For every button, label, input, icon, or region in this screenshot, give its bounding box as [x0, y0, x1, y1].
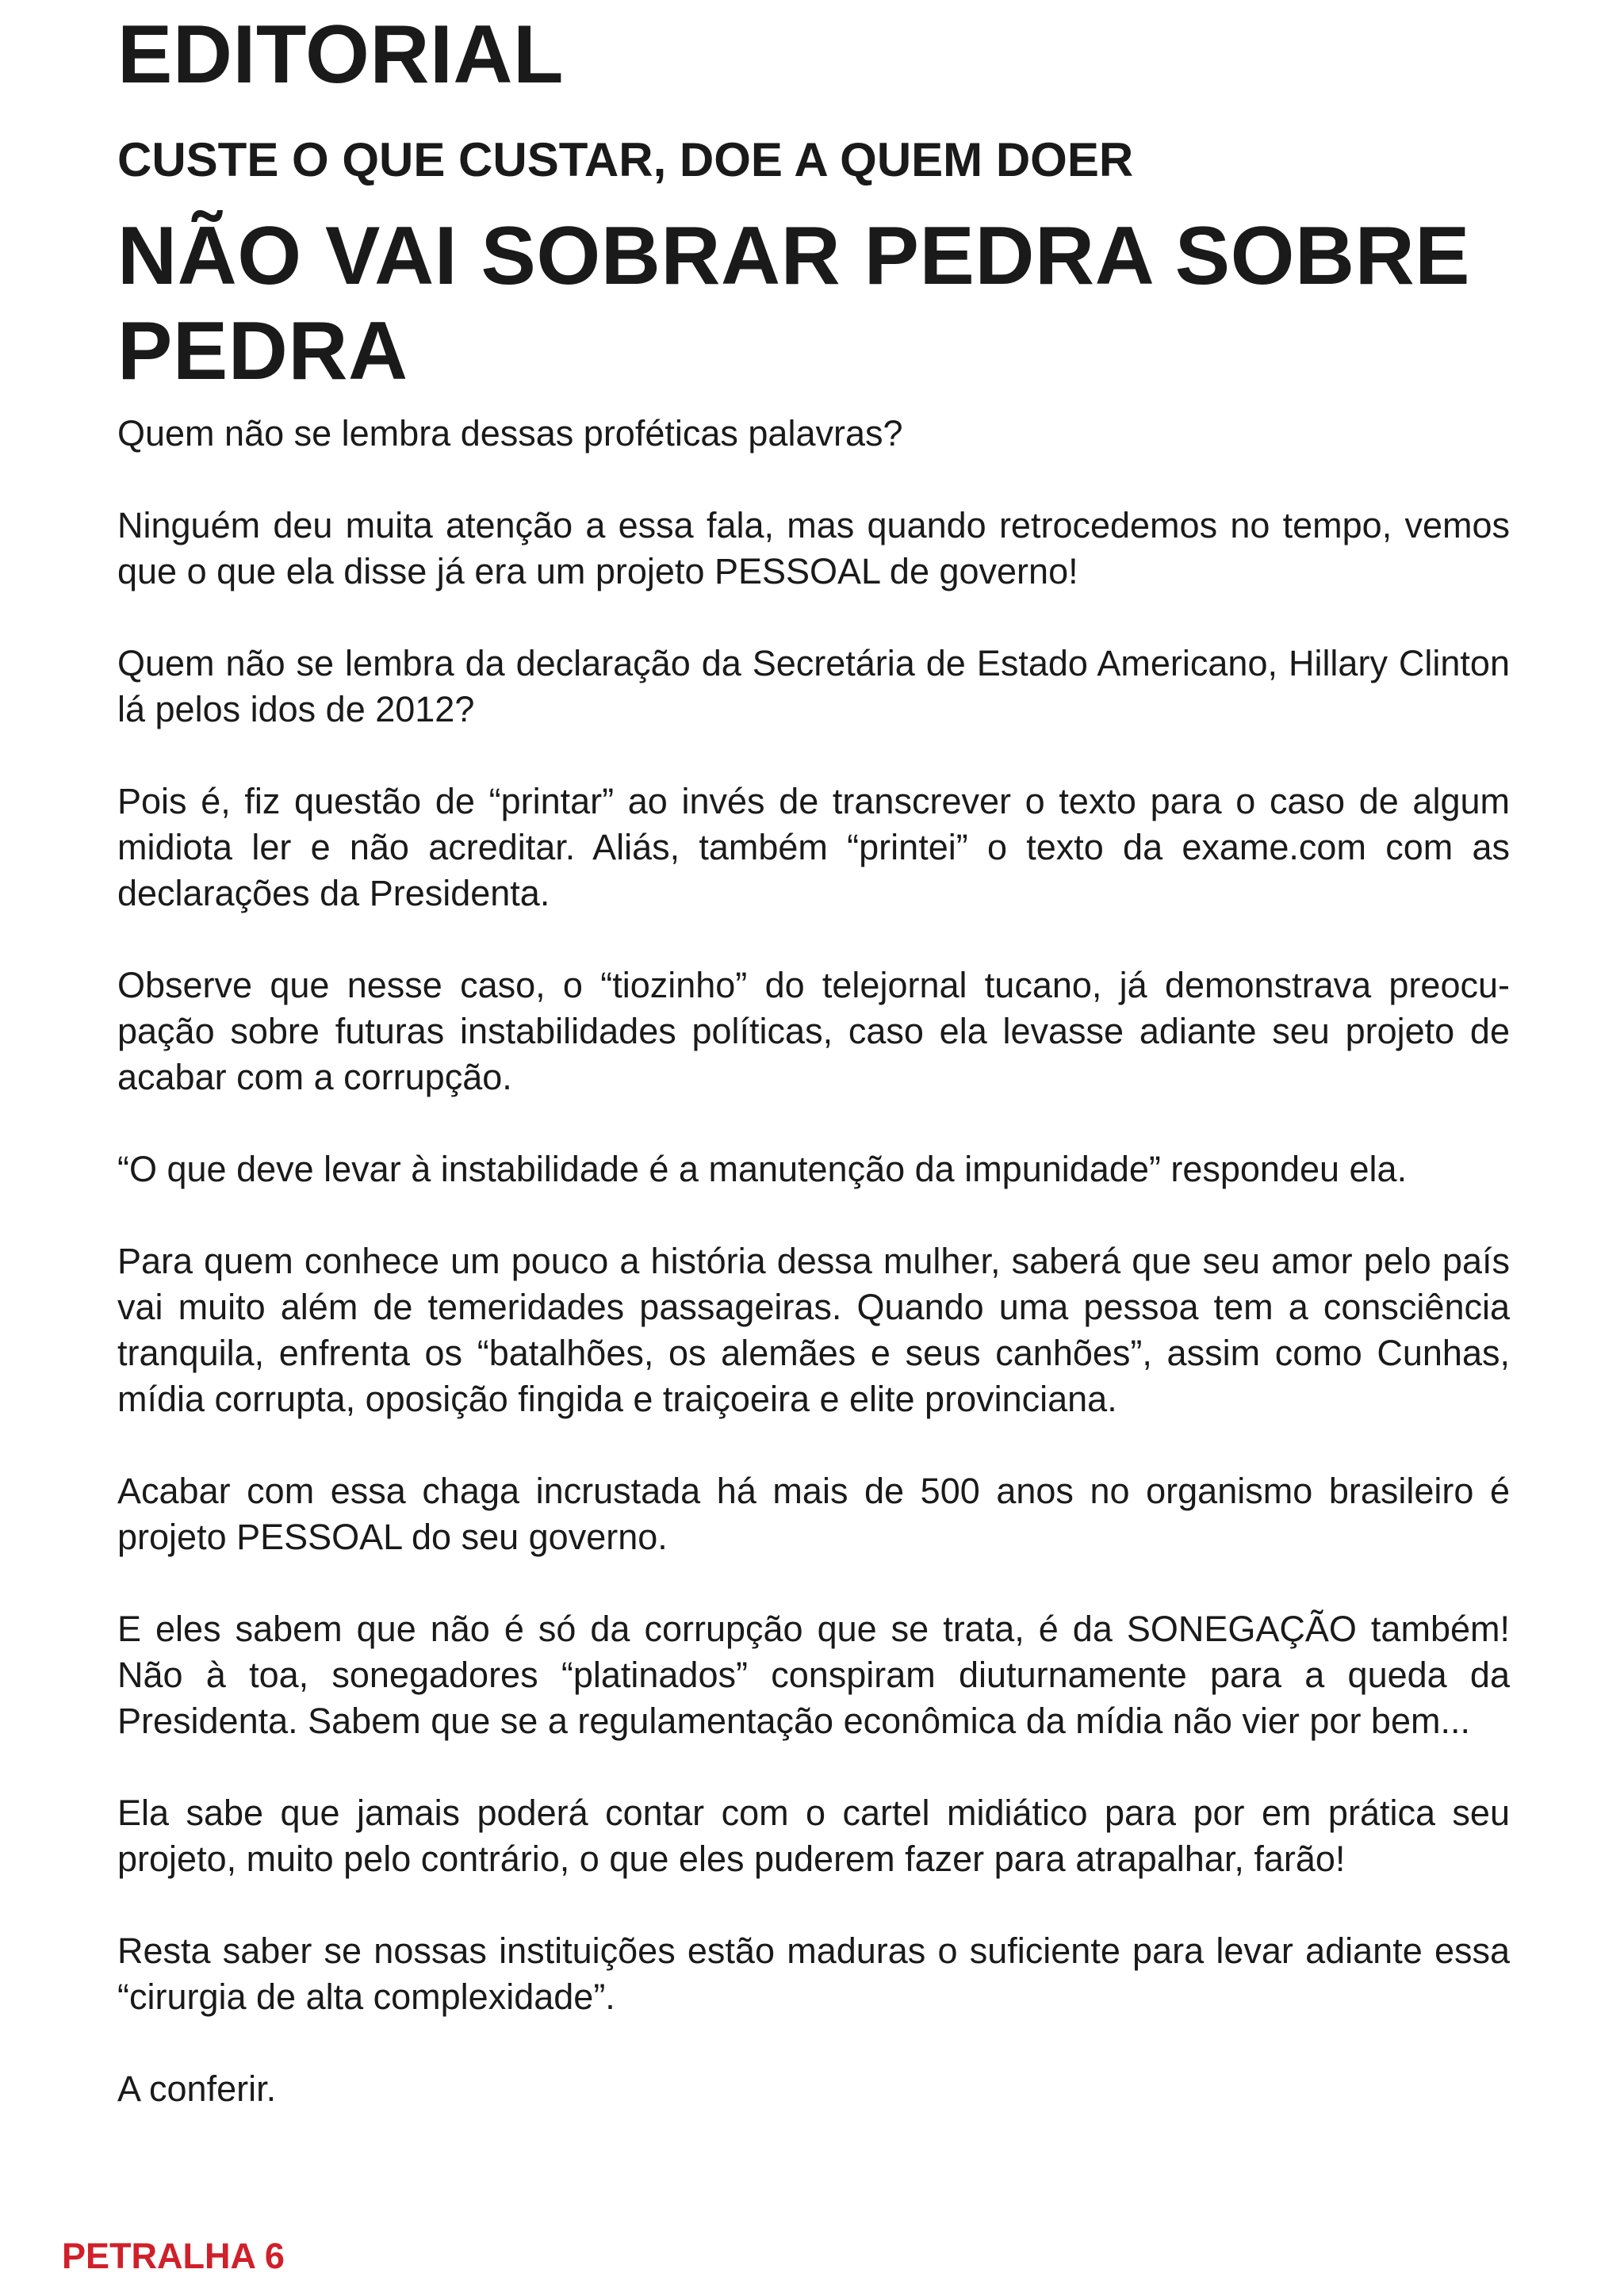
- kicker-subtitle: CUSTE O QUE CUSTAR, DOE A QUEM DOER: [117, 133, 1134, 186]
- article-paragraph: Ela sabe que jamais poderá contar com o cartel midiático para por em prática seu projeto, muito pelo contrário, o que eles puderem fazer para atrapalhar, farão!: [117, 1793, 1510, 1879]
- article-paragraph: Quem não se lembra da declaração da Secretária de Estado Americano, Hillary Clinton lá pelos idos de 2012?: [117, 643, 1510, 729]
- article-paragraph: Ninguém deu muita atenção a essa fala, mas quando retrocedemos no tempo, vemos que o que ela disse já era um projeto PESSOAL de governo!: [117, 505, 1510, 591]
- headline: NÃO VAI SOBRAR PEDRA SOBRE PEDRA: [117, 210, 1471, 397]
- article-paragraph: E eles sabem que não é só da corrupção que se trata, é da SONEGAÇÃO também! Não à toa, sonegadores “platinados” conspiram diuturnamente para a queda da Presidenta. Sabem que se a regulamentação econômica da mídia não vier por bem...: [117, 1609, 1510, 1741]
- article-paragraph: Quem não se lembra dessas proféticas palavras?: [117, 413, 903, 453]
- article-paragraph: Pois é, fiz questão de “printar” ao invés de transcrever o texto para o caso de algum midiota ler e não acreditar. Aliás, também “printei” o texto da exame.com com as declarações da Presidenta.: [117, 781, 1510, 913]
- article-paragraph: “O que deve levar à instabilidade é a manutenção da impunidade” respondeu ela.: [117, 1149, 1408, 1189]
- publication-page-label: PETRALHA 6: [62, 2236, 285, 2276]
- article-paragraph: Resta saber se nossas instituições estão maduras o suficiente para levar adiante essa “cirurgia de alta complexidade”.: [117, 1931, 1510, 2017]
- article-body: [117, 411, 1510, 2158]
- article-paragraph: A conferir.: [117, 2068, 277, 2109]
- article-paragraph: Para quem conhece um pouco a história dessa mulher, saberá que seu amor pelo país vai muito além de temeridades passageiras. Quando uma pessoa tem a consciência tranquila, enfrenta os “batalhões, os alemães e seus canhões”, assim como Cunhas, mídia corrupta, oposição fingida e traiçoeira e elite provinciana.: [117, 1241, 1510, 1419]
- article-paragraph: Acabar com essa chaga incrustada há mais de 500 anos no organismo brasileiro é projeto PESSOAL do seu governo.: [117, 1471, 1510, 1557]
- section-label: EDITORIAL: [117, 9, 565, 101]
- article-paragraph: Observe que nesse caso, o “tiozinho” do telejornal tucano, já demonstrava preocupação sobre futuras instabilidades políticas, caso ela levasse adiante seu projeto de acabar com a corrupção.: [117, 965, 1510, 1097]
